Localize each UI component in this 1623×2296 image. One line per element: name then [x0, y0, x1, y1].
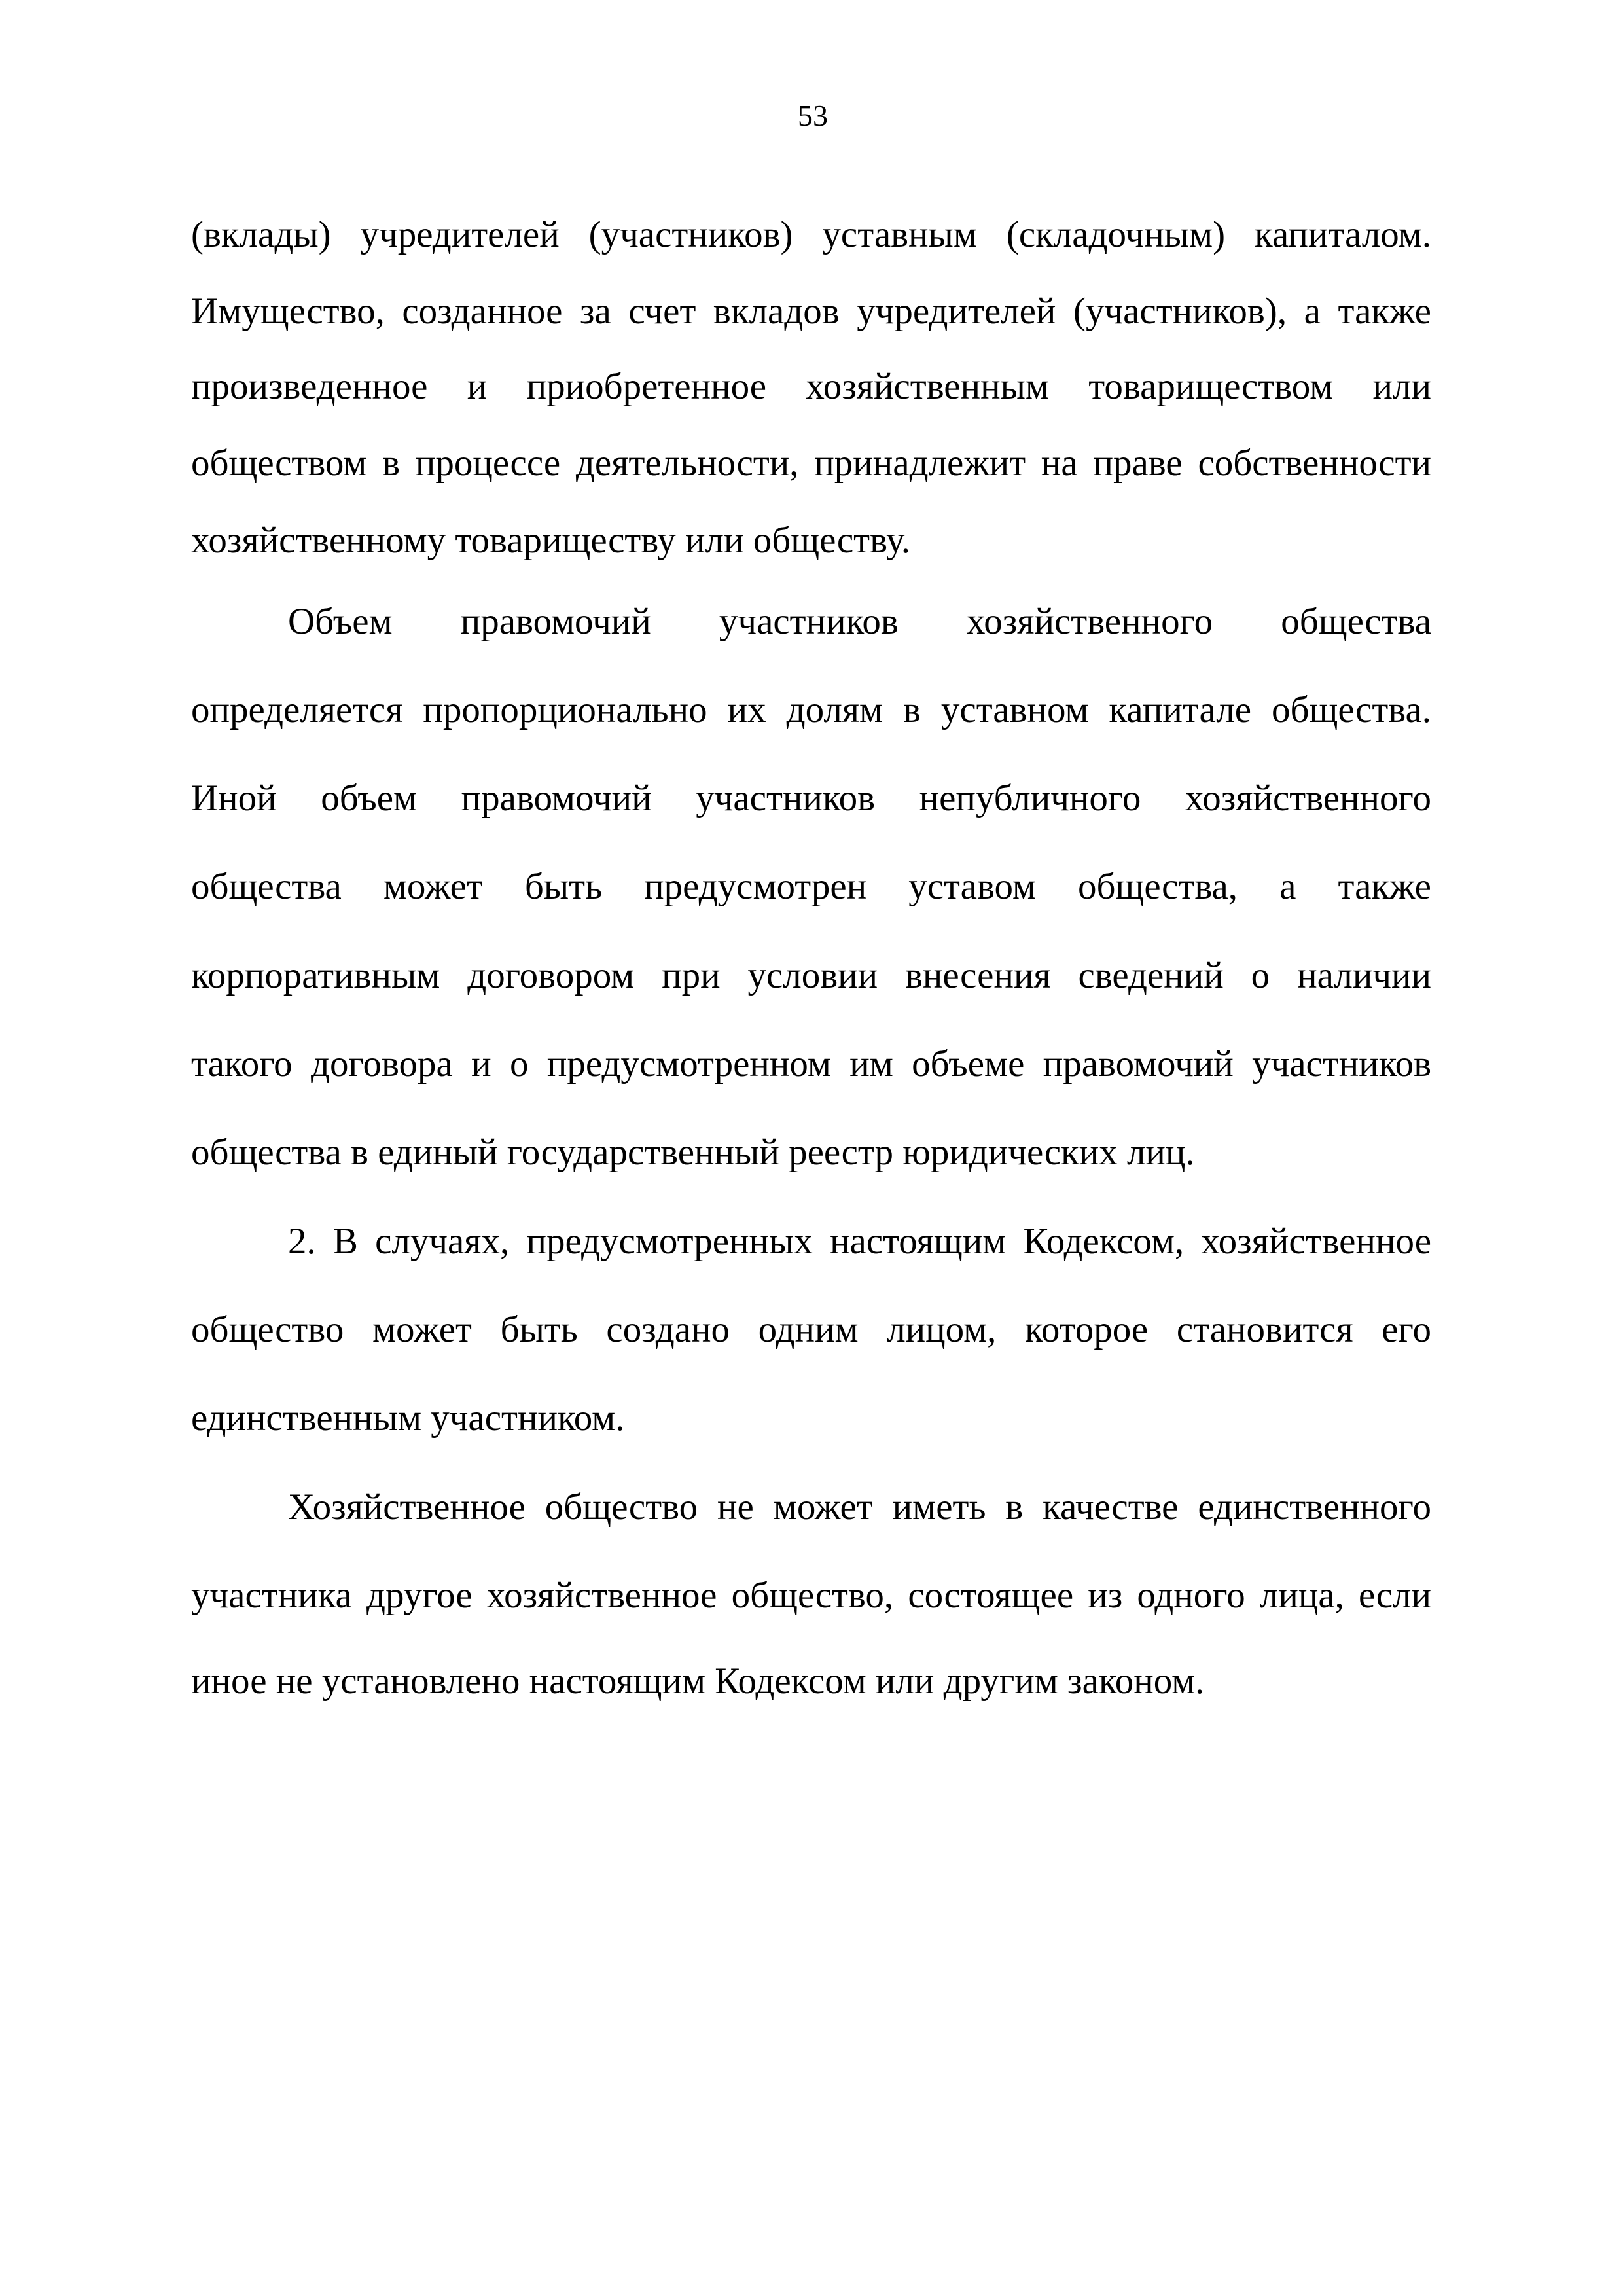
paragraph-3-line: 2. В случаях, предусмотренных настоящим Кодексом, хозяйственное	[288, 1221, 1431, 1262]
paragraph-2-line: общества в единый государственный реестр юридических лиц.	[191, 1132, 1195, 1173]
paragraph-3-line: общество может быть создано одним лицом, которое становится его	[191, 1309, 1431, 1350]
paragraph-4-line: участника другое хозяйственное общество, состоящее из одного лица, если	[191, 1575, 1431, 1616]
paragraph-2-line: общества может быть предусмотрен уставом общества, а также	[191, 866, 1431, 907]
paragraph-1-line: (вклады) учредителей (участников) уставным (складочным) капиталом.	[191, 214, 1431, 255]
paragraph-3-line: единственным участником.	[191, 1397, 625, 1439]
paragraph-2-line: корпоративным договором при условии внесения сведений о наличии	[191, 955, 1431, 996]
paragraph-1-line: хозяйственному товариществу или обществу.	[191, 520, 911, 561]
paragraph-1-line: произведенное и приобретенное хозяйственным товариществом или	[191, 366, 1431, 407]
paragraph-1-line: Имущество, созданное за счет вкладов учредителей (участников), а также	[191, 291, 1431, 332]
paragraph-4-line: иное не установлено настоящим Кодексом или другим законом.	[191, 1660, 1205, 1702]
paragraph-2-line: Объем правомочий участников хозяйственного общества	[288, 601, 1431, 642]
page-number: 53	[798, 99, 828, 132]
paragraph-1-line: обществом в процессе деятельности, принадлежит на праве собственности	[191, 442, 1431, 484]
paragraph-2-line: такого договора и о предусмотренном им объеме правомочий участников	[191, 1043, 1431, 1085]
paragraph-4-line: Хозяйственное общество не может иметь в качестве единственного	[288, 1486, 1431, 1528]
paragraph-2-line: Иной объем правомочий участников непубличного хозяйственного	[191, 778, 1431, 819]
paragraph-2-line: определяется пропорционально их долям в уставном капитале общества.	[191, 689, 1431, 730]
